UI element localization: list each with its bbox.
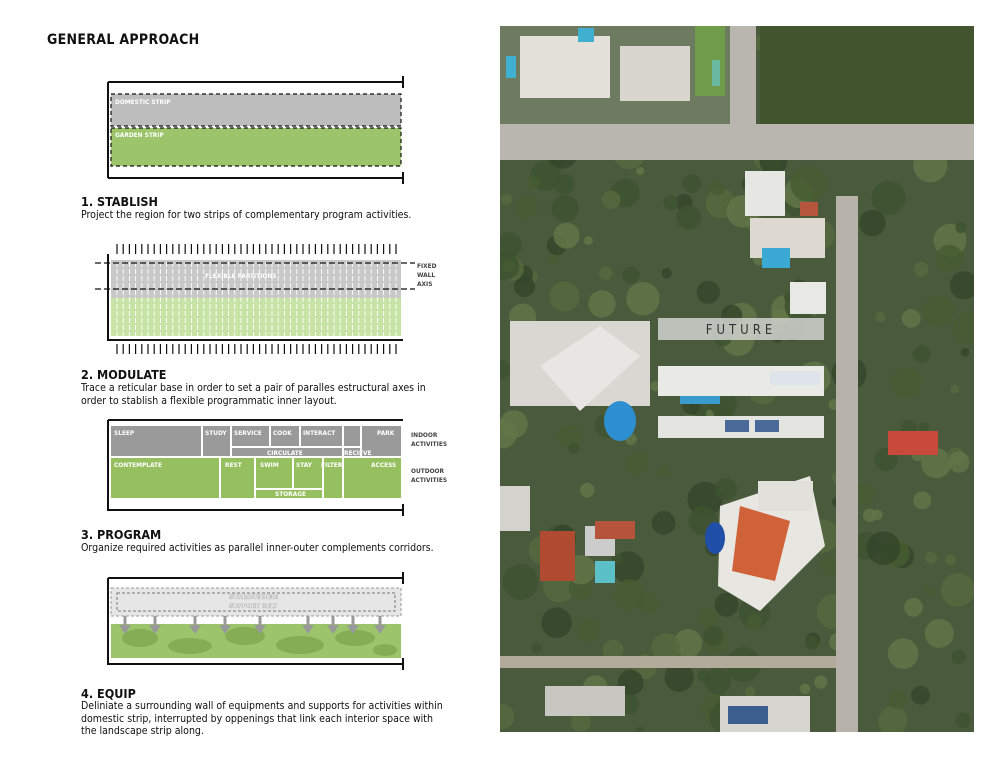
step-1-description: Project the region for two strips of complementary program activities. xyxy=(81,209,412,221)
label-swim: SWIM xyxy=(260,461,279,469)
label-circulate: CIRCULATE xyxy=(267,449,303,457)
step-2-title: 2. MODULATE xyxy=(81,367,167,382)
label-contemplate: CONTEMPLATE xyxy=(114,461,162,469)
axis-label-line-2: WALL xyxy=(417,271,436,279)
axis-label-line-3: AXIS xyxy=(417,280,433,288)
step-4-description: Deliniate a surrounding wall of equipments and supports for activities within domestic strip, interrupted by oppenings that link each interior space with the landscape strip along. xyxy=(81,700,443,737)
diagram-program xyxy=(95,416,455,520)
domestic-strip-label: DOMESTIC STRIP xyxy=(115,98,171,106)
garden-strip-label: GARDEN STRIP xyxy=(115,131,164,139)
step-3-title: 3. PROGRAM xyxy=(81,527,162,542)
label-filter: FILTER xyxy=(321,461,343,469)
outdoor-label-line-2: ACTIVITIES xyxy=(411,476,448,484)
label-storage: STORAGE xyxy=(275,490,306,498)
label-study: STUDY xyxy=(205,429,227,437)
main-road xyxy=(500,124,974,160)
step-1-title: 1. STABLISH xyxy=(81,194,158,209)
label-park: PARK xyxy=(377,429,395,437)
outdoor-label-line-1: OUTDOOR xyxy=(411,467,445,475)
step-2-description: Trace a reticular base in order to set a pair of paralles estructural axes in order to stablish a flexible programmatic inner layout. xyxy=(81,382,426,407)
side-road xyxy=(836,196,858,732)
indoor-label-line-2: ACTIVITIES xyxy=(411,440,448,448)
label-stay: STAY xyxy=(296,461,312,469)
diagram-modulate xyxy=(95,240,455,360)
label-cook: COOK xyxy=(273,429,292,437)
cell-gap xyxy=(344,426,360,446)
indoor-label-line-1: INDOOR xyxy=(411,431,438,439)
axis-label-line-1: FIXED xyxy=(417,262,437,270)
future-label: FUTURE xyxy=(705,323,777,338)
belt-label-line-1: SURROUNDING xyxy=(229,593,279,601)
label-rest: REST xyxy=(225,461,242,469)
step-4-title: 4. EQUIP xyxy=(81,686,136,701)
belt-label-line-2: SUPPORT BELT xyxy=(229,602,277,610)
label-access: ACCESS xyxy=(371,461,397,469)
flexible-partitions-label: FLEXIBLE PARTITIONS xyxy=(205,272,277,280)
aerial-photo xyxy=(500,26,974,732)
label-sleep: SLEEP xyxy=(114,429,135,437)
step-3-description: Organize required activities as parallel inner-outer complements corridors. xyxy=(81,542,434,554)
label-recieve: RECIEVE xyxy=(344,449,372,457)
label-interact: INTERACT xyxy=(303,429,336,437)
page-title: GENERAL APPROACH xyxy=(47,32,200,48)
diagram-stablish xyxy=(95,74,415,186)
label-service: SERVICE xyxy=(234,429,262,437)
diagram-equip xyxy=(95,568,415,678)
